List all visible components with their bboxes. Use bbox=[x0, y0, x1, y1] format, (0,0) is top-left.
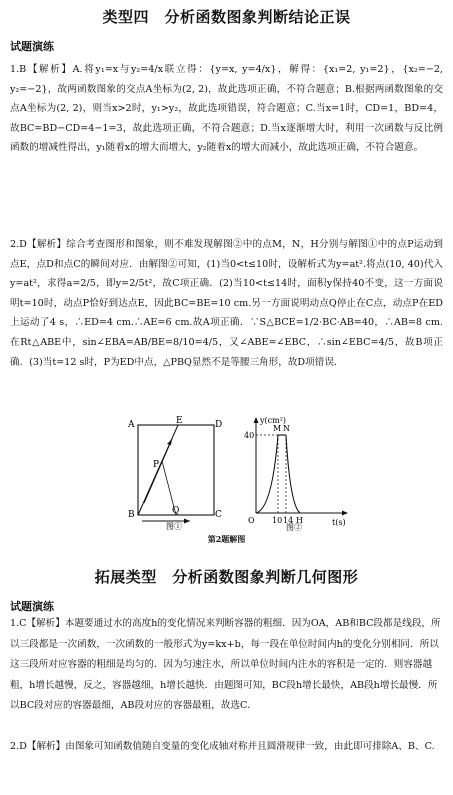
figure-caption: 第2题解图 bbox=[207, 534, 246, 544]
x-axis-arrow bbox=[342, 511, 348, 516]
arrowhead-be bbox=[167, 439, 172, 445]
y-axis-arrow bbox=[254, 417, 259, 423]
label-Q: Q bbox=[172, 506, 180, 516]
figure-2-label: 图② bbox=[286, 523, 302, 532]
motion-arrow-be bbox=[144, 439, 172, 503]
section2-subtitle: 试题演练 bbox=[10, 600, 54, 613]
label-E: E bbox=[176, 416, 183, 426]
origin-label: O bbox=[248, 516, 255, 525]
label-N: N bbox=[283, 424, 290, 433]
x-axis-label: t(s) bbox=[332, 518, 346, 527]
y-axis-label: y(cm²) bbox=[260, 416, 287, 425]
y-tick-40: 40 bbox=[244, 431, 255, 440]
extension-solution-2-text: 2.D【解析】由图象可知函数值随自变量的变化成轴对称并且圆滑规律一致，由此即可排除A、B、C. bbox=[10, 741, 435, 752]
curve-rise bbox=[256, 435, 278, 513]
label-D: D bbox=[215, 420, 223, 430]
curve-fall bbox=[286, 435, 300, 513]
figure-2-graph bbox=[242, 413, 354, 530]
label-C: C bbox=[215, 510, 222, 520]
solution-2-text: 2.D【解析】综合考查图形和图象，则不难发现解图②中的点M，N，H分别与解图①中的点P运动到点E，点D和点C的瞬间对应．由解图②可知，(1)当0<t≤10时，设解析式为y=at².将点(10, 40)代入y=at²，求得a=2/5，即y=2/5t²，故C项正确．(2)当10<t≤14时，面积y保持40不变，这一方面说明t=10时，动点P恰好到达点E，因此BC=BE=10 cm.另一方面说明动点Q停止在C点，动点P在ED上运动了4 s，∴ED=4 cm.∴AE=6 cm.故A项正确．∵S△BCE=1/2·BC·AB=40，∴AB=8 cm.在Rt△ABE中，sin∠EBA=AB/BE=8/10=4/5，又∠ABE=∠EBC，∴sin∠EBC=4/5，故B项正确．(3)当t=12 s时，P为ED中点，△PBQ显然不是等腰三角形，故D项错误． bbox=[10, 239, 443, 368]
x-tick-14: 14 bbox=[283, 516, 294, 525]
extension-solution-1-text: 1.C【解析】本题要通过水的高度h的变化情况来判断容器的粗细．因为OA，AB和BC段都是线段，所以三段都是一次函数，一次函数的一般形式为y=kx+b，每一段在单位时间内h的变化分别相同．所以这三段所对应容器的粗细是均匀的．因为匀速注水，所以单位时间内注水的容积是一定的．则容器越粗，h增长越慢，反之，容器越细，h增长越快．由题图可知，BC段h增长最快，AB段h增长最慢．所以BC段对应的容器最细，AB段对应的容器最粗，故选C． bbox=[10, 618, 441, 711]
figure-1-label: 图① bbox=[166, 522, 182, 531]
section2-title: 拓展类型 分析函数图象判断几何图形 bbox=[94, 568, 359, 586]
x-tick-10: 10 bbox=[272, 516, 283, 525]
label-A: A bbox=[128, 420, 135, 430]
figure-1-rectangle bbox=[120, 415, 223, 531]
arrowhead-bc bbox=[184, 519, 190, 524]
label-B: B bbox=[128, 510, 135, 520]
label-P: P bbox=[153, 460, 160, 470]
label-M: M bbox=[273, 424, 282, 433]
solution-1-text: 1.B【解析】A.将y₁=x与y₂=4/x联立得：{y=x, y=4/x}，解得：{x₁=2, y₁=2}，{x₂=−2, y₂=−2}，故两函数图象的交点A坐标为(2, 2)，故此选项正确，不符合题意；B.根据两函数图象的交点A坐标为(2, 2)，则当x>2时，y₁>y₂，故此选项错误，符合题意；C.当x=1时，CD=1，BD=4，故BC=BD−CD=4−1=3，故此选项正确，不符合题意；D.当x逐渐增大时，利用一次函数与反比例函数的增减性得出，y₁随着x的增大而增大，y₂随着x的增大而减小，故此选项正确，不符合题意。 bbox=[10, 64, 443, 154]
section1-title: 类型四 分析函数图象判断结论正误 bbox=[102, 8, 351, 26]
x-tick-H: H bbox=[296, 516, 303, 525]
section1-subtitle: 试题演练 bbox=[10, 40, 54, 53]
rectangle-abcd bbox=[138, 425, 214, 515]
